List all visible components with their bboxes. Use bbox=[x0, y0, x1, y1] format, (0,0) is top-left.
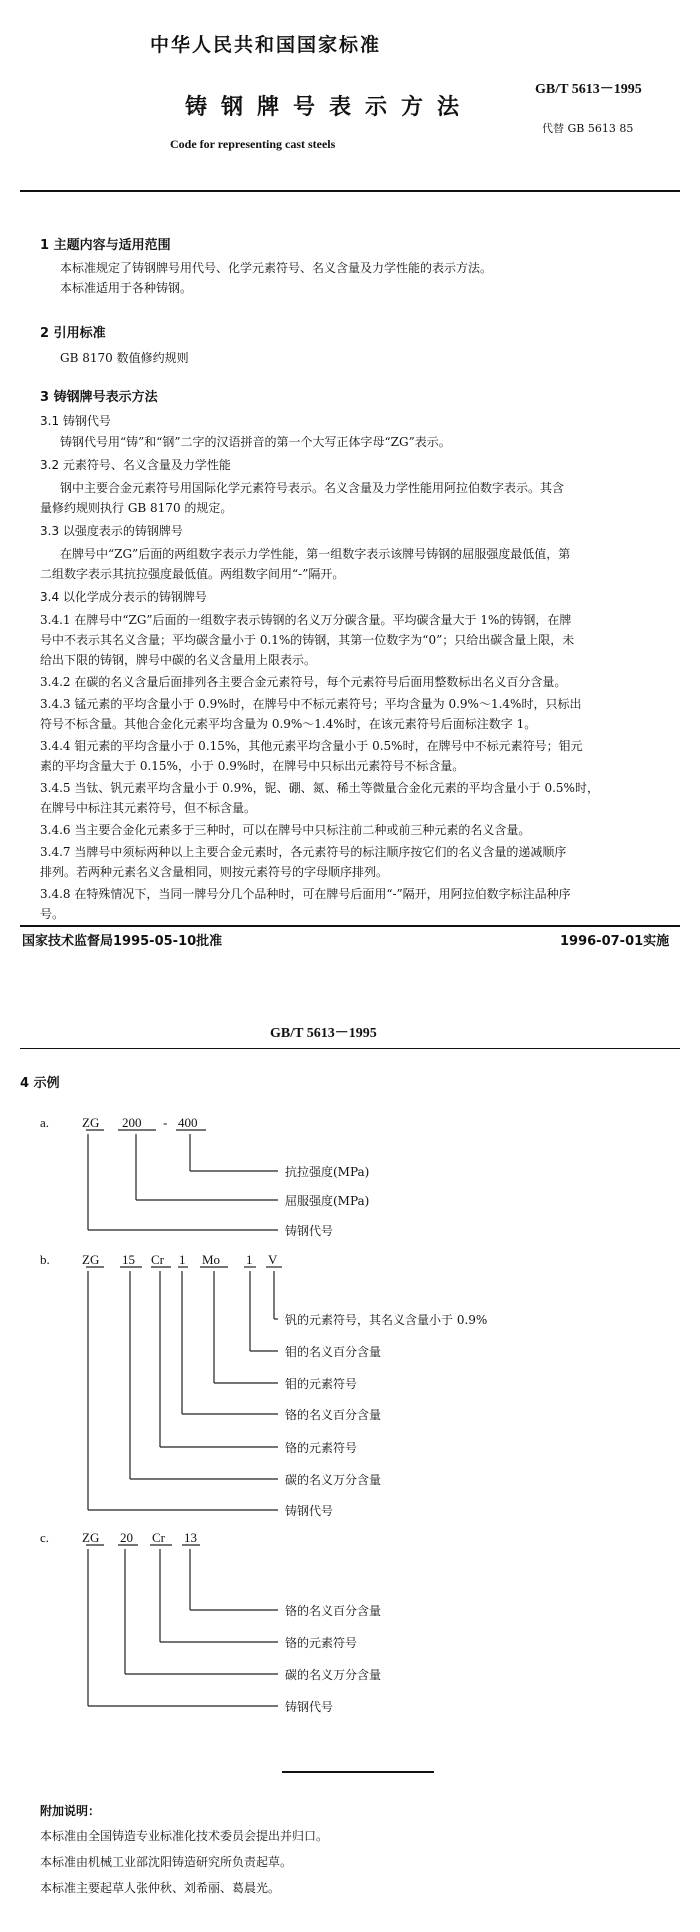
example-c-part-20: 20 bbox=[120, 1530, 133, 1545]
clause-3-4-8-line-1: 3.4.8 在特殊情况下，当同一牌号分几个品种时，可在牌号后面用“-”隔开，用阿拉伯数字标注品种序 bbox=[40, 887, 571, 901]
example-c-note-4: 铸钢代号 bbox=[285, 1700, 334, 1714]
appendix-heading: 附加说明： bbox=[40, 1804, 101, 1818]
national-standard-heading: 中华人民共和国国家标准 bbox=[150, 34, 382, 56]
section-3-heading: 3 铸钢牌号表示方法 bbox=[40, 390, 158, 405]
example-a-part-200: 200 bbox=[122, 1115, 142, 1130]
standard-code: GB/T 5613－1995 bbox=[535, 82, 642, 97]
clause-3-4-2: 3.4.2 在碳的名义含量后面排列各主要合金元素符号，每个元素符号后面用整数标出名义百分含量。 bbox=[40, 675, 567, 689]
example-c-part-cr: Cr bbox=[152, 1530, 165, 1545]
example-b-note-6: 碳的名义万分含量 bbox=[285, 1473, 382, 1487]
example-b-part-zg: ZG bbox=[82, 1252, 100, 1267]
example-c-note-3: 碳的名义万分含量 bbox=[285, 1668, 382, 1682]
example-c-part-13: 13 bbox=[184, 1530, 197, 1545]
clause-3-4-6: 3.4.6 当主要合金化元素多于三种时，可以在牌号中只标注前二种或前三种元素的名义含量。 bbox=[40, 823, 531, 837]
clause-3-2-heading: 3.2 元素符号、名义含量及力学性能 bbox=[40, 458, 231, 472]
clause-3-4-1-line-3: 给出下限的铸钢，牌号中碳的名义含量用上限表示。 bbox=[40, 653, 317, 667]
clause-3-4-5-line-1: 3.4.5 当钛、钒元素平均含量小于 0.9%，铌、硼、氮、稀土等微量合金化元素的平均含量小于 0.5%时， bbox=[40, 781, 599, 795]
appendix-line-1: 本标准由全国铸造专业标准化技术委员会提出并归口。 bbox=[40, 1829, 329, 1843]
section-1-para-1: 本标准规定了铸钢牌号用代号、化学元素符号、名义含量及力学性能的表示方法。 bbox=[60, 261, 493, 275]
example-a-part-dash: - bbox=[163, 1115, 168, 1130]
clause-3-4-7-line-1: 3.4.7 当牌号中须标两种以上主要合金元素时，各元素符号的标注顺序按它们的名义含量的递减顺序 bbox=[40, 845, 567, 859]
clause-3-4-3-line-1: 3.4.3 锰元素的平均含量小于 0.9%时，在牌号中不标元素符号；平均含量为 0.9%～1.4%时，只标出 bbox=[40, 697, 582, 711]
section-2-para-1: GB 8170 数值修约规则 bbox=[60, 351, 189, 365]
section-2-heading: 2 引用标准 bbox=[40, 326, 106, 341]
example-b-note-4: 铬的名义百分含量 bbox=[285, 1408, 382, 1422]
example-b-note-3: 钼的元素符号 bbox=[285, 1377, 358, 1391]
clause-3-3-heading: 3.3 以强度表示的铸钢牌号 bbox=[40, 524, 183, 538]
example-b-label: b. bbox=[40, 1252, 50, 1267]
example-b-part-cr: Cr bbox=[151, 1252, 164, 1267]
example-b-note-5: 铬的元素符号 bbox=[285, 1441, 358, 1455]
example-b-note-7: 铸钢代号 bbox=[285, 1504, 334, 1518]
example-c-note-1: 铬的名义百分含量 bbox=[285, 1604, 382, 1618]
clause-3-4-3-line-2: 符号不标含量。其他合金化元素平均含量为 0.9%～1.4%时，在该元素符号后面标注数字 1。 bbox=[40, 717, 537, 731]
english-title: Code for representing cast steels bbox=[170, 137, 336, 151]
clause-3-4-4-line-2: 素的平均含量大于 0.15%，小于 0.9%时，在牌号中只标出元素符号不标含量。 bbox=[40, 759, 465, 773]
example-b-part-15: 15 bbox=[122, 1252, 135, 1267]
document-title: 铸钢牌号表示方法 bbox=[185, 95, 474, 120]
example-a-part-400: 400 bbox=[178, 1115, 198, 1130]
example-a-part-zg: ZG bbox=[82, 1115, 100, 1130]
example-a-label: a. bbox=[40, 1115, 50, 1130]
clause-3-4-8-line-2: 号。 bbox=[40, 907, 65, 921]
end-rule bbox=[282, 1771, 434, 1773]
page-2-header: GB/T 5613－1995 bbox=[270, 1026, 377, 1041]
clause-3-4-4-line-1: 3.4.4 钼元素的平均含量小于 0.15%，其他元素平均含量小于 0.5%时，在牌号中不标元素符号；钼元 bbox=[40, 739, 583, 753]
approval-date: 国家技术监督局1995-05-10批准 bbox=[22, 934, 223, 949]
clause-3-3-text-1: 在牌号中“ZG”后面的两组数字表示力学性能，第一组数字表示该牌号铸钢的屈服强度最低值，第 bbox=[60, 547, 571, 561]
clause-3-4-heading: 3.4 以化学成分表示的铸钢牌号 bbox=[40, 590, 207, 604]
section-1-heading: 1 主题内容与适用范围 bbox=[40, 238, 171, 253]
example-a-note-1: 抗拉强度(MPa) bbox=[285, 1165, 370, 1179]
clause-3-2-text-1: 钢中主要合金元素符号用国际化学元素符号表示。名义含量及力学性能用阿拉伯数字表示。其含 bbox=[60, 481, 565, 495]
appendix-line-3: 本标准主要起草人张仲秋、刘希丽、葛晨光。 bbox=[40, 1881, 281, 1895]
clause-3-3-text-2: 二组数字表示其抗拉强度最低值。两组数字间用“-”隔开。 bbox=[40, 567, 345, 581]
clause-3-2-text-2: 量修约规则执行 GB 8170 的规定。 bbox=[40, 501, 233, 515]
replaces-note: 代替 GB 5613 85 bbox=[542, 122, 634, 135]
examples-heading: 4 示例 bbox=[20, 1076, 60, 1091]
example-b-note-1: 钒的元素符号，其名义含量小于 0.9% bbox=[285, 1313, 488, 1327]
effective-date: 1996-07-01实施 bbox=[560, 934, 670, 949]
example-b-note-2: 钼的名义百分含量 bbox=[285, 1345, 382, 1359]
example-c-label: c. bbox=[40, 1530, 50, 1545]
clause-3-4-1-line-2: 号中不表示其名义含量；平均碳含量小于 0.1%的铸钢，其第一位数字为“0”；只给出碳含量上限，未 bbox=[40, 633, 575, 647]
clause-3-4-5-line-2: 在牌号中标注其元素符号，但不标含量。 bbox=[40, 801, 257, 815]
example-b-part-1a: 1 bbox=[179, 1252, 186, 1267]
clause-3-1-heading: 3.1 铸钢代号 bbox=[40, 414, 111, 428]
example-a-note-3: 铸钢代号 bbox=[285, 1224, 334, 1238]
example-c-part-zg: ZG bbox=[82, 1530, 100, 1545]
clause-3-1-text: 铸钢代号用“铸”和“钢”二字的汉语拼音的第一个大写正体字母“ZG”表示。 bbox=[60, 435, 451, 449]
clause-3-4-7-line-2: 排列。若两种元素名义含量相同，则按元素符号的字母顺序排列。 bbox=[40, 865, 389, 879]
section-1-para-2: 本标准适用于各种铸钢。 bbox=[60, 281, 193, 295]
clause-3-4-1-line-1: 3.4.1 在牌号中“ZG”后面的一组数字表示铸钢的名义万分碳含量。平均碳含量大于 1%的铸钢，在牌 bbox=[40, 613, 572, 627]
example-b-part-1b: 1 bbox=[246, 1252, 253, 1267]
example-a-note-2: 屈服强度(MPa) bbox=[285, 1194, 370, 1208]
example-b-part-v: V bbox=[268, 1252, 278, 1267]
appendix-line-2: 本标准由机械工业部沈阳铸造研究所负责起草。 bbox=[40, 1855, 293, 1869]
example-c-note-2: 铬的元素符号 bbox=[285, 1636, 358, 1650]
example-b-part-mo: Mo bbox=[202, 1252, 221, 1267]
